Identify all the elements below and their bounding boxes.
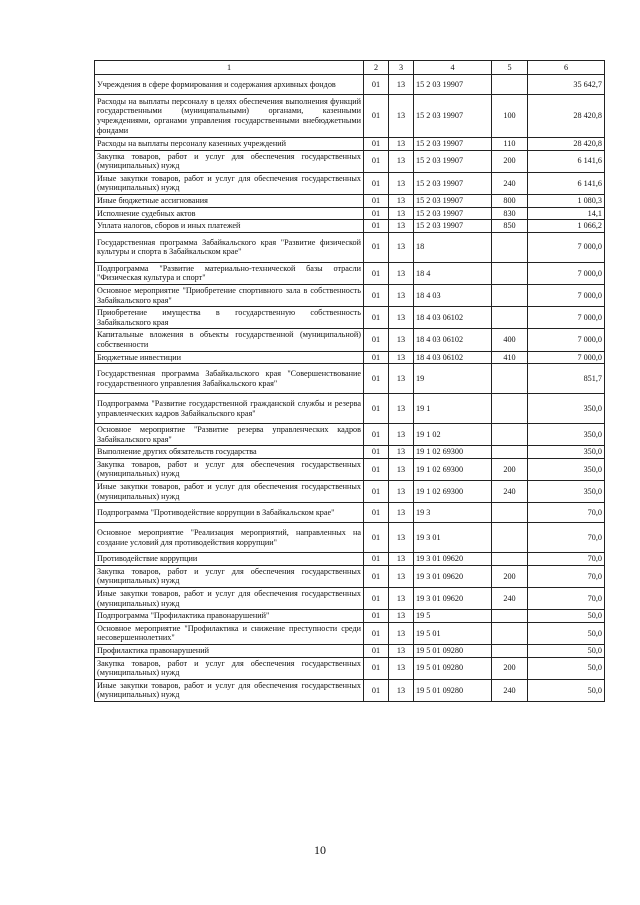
cell-amount: 14,1 (528, 207, 605, 220)
cell-expense-type: 240 (492, 481, 528, 503)
cell-name: Приобретение имущества в государственную собственность Забайкальского края (95, 307, 364, 329)
column-header: 6 (528, 61, 605, 75)
cell-target-article: 19 5 01 09280 (414, 679, 492, 701)
cell-name: Закупка товаров, работ и услуг для обеспечения государственных (муниципальных) нужд (95, 657, 364, 679)
cell-amount: 350,0 (528, 446, 605, 459)
cell-subsection: 13 (389, 262, 414, 284)
cell-name: Уплата налогов, сборов и иных платежей (95, 220, 364, 233)
cell-target-article: 15 2 03 19907 (414, 138, 492, 151)
cell-amount: 70,0 (528, 503, 605, 523)
cell-expense-type (492, 553, 528, 566)
cell-target-article: 19 3 (414, 503, 492, 523)
budget-table (94, 60, 605, 702)
cell-expense-type (492, 394, 528, 424)
cell-target-article: 15 2 03 19907 (414, 172, 492, 194)
table-row (95, 622, 605, 644)
cell-target-article: 19 3 01 (414, 523, 492, 553)
table-row (95, 657, 605, 679)
cell-expense-type: 240 (492, 588, 528, 610)
cell-subsection: 13 (389, 138, 414, 151)
cell-name: Основное мероприятие "Развитие резерва управленческих кадров Забайкальского края" (95, 424, 364, 446)
cell-section: 01 (364, 424, 389, 446)
cell-section: 01 (364, 657, 389, 679)
cell-name: Учреждения в сфере формирования и содержания архивных фондов (95, 75, 364, 95)
cell-amount: 70,0 (528, 553, 605, 566)
cell-expense-type: 240 (492, 679, 528, 701)
cell-amount: 350,0 (528, 481, 605, 503)
cell-subsection: 13 (389, 424, 414, 446)
cell-expense-type (492, 610, 528, 623)
cell-amount: 7 000,0 (528, 262, 605, 284)
cell-amount: 1 080,3 (528, 194, 605, 207)
cell-amount: 70,0 (528, 588, 605, 610)
cell-amount: 350,0 (528, 458, 605, 480)
cell-name: Исполнение судебных актов (95, 207, 364, 220)
cell-subsection: 13 (389, 364, 414, 394)
cell-section: 01 (364, 394, 389, 424)
cell-expense-type: 240 (492, 172, 528, 194)
table-row (95, 172, 605, 194)
cell-name: Закупка товаров, работ и услуг для обеспечения государственных (муниципальных) нужд (95, 565, 364, 587)
table-row (95, 553, 605, 566)
cell-section: 01 (364, 364, 389, 394)
cell-subsection: 13 (389, 446, 414, 459)
cell-section: 01 (364, 610, 389, 623)
cell-subsection: 13 (389, 307, 414, 329)
cell-target-article: 19 5 01 09280 (414, 645, 492, 658)
cell-target-article: 15 2 03 19907 (414, 207, 492, 220)
cell-amount: 50,0 (528, 657, 605, 679)
cell-name: Основное мероприятие "Профилактика и снижение преступности среди несовершеннолетних" (95, 622, 364, 644)
table-row (95, 138, 605, 151)
cell-subsection: 13 (389, 220, 414, 233)
cell-expense-type (492, 232, 528, 262)
cell-expense-type (492, 446, 528, 459)
cell-target-article: 15 2 03 19907 (414, 150, 492, 172)
table-row (95, 645, 605, 658)
cell-section: 01 (364, 307, 389, 329)
cell-section: 01 (364, 645, 389, 658)
cell-subsection: 13 (389, 588, 414, 610)
cell-amount: 28 420,8 (528, 95, 605, 138)
cell-subsection: 13 (389, 351, 414, 364)
table-row (95, 523, 605, 553)
cell-subsection: 13 (389, 207, 414, 220)
cell-amount: 7 000,0 (528, 284, 605, 306)
cell-target-article: 19 1 02 69300 (414, 446, 492, 459)
cell-name: Противодействие коррупции (95, 553, 364, 566)
table-row (95, 220, 605, 233)
table-row (95, 75, 605, 95)
cell-amount: 1 066,2 (528, 220, 605, 233)
table-row (95, 150, 605, 172)
table-row (95, 364, 605, 394)
cell-amount: 7 000,0 (528, 232, 605, 262)
table-row (95, 481, 605, 503)
cell-section: 01 (364, 553, 389, 566)
cell-amount: 70,0 (528, 565, 605, 587)
cell-name: Иные закупки товаров, работ и услуг для обеспечения государственных (муниципальных) нужд (95, 172, 364, 194)
table-row (95, 458, 605, 480)
cell-name: Закупка товаров, работ и услуг для обеспечения государственных (муниципальных) нужд (95, 150, 364, 172)
cell-target-article: 15 2 03 19907 (414, 75, 492, 95)
page-number: 10 (314, 843, 326, 857)
cell-amount: 7 000,0 (528, 307, 605, 329)
cell-subsection: 13 (389, 458, 414, 480)
cell-target-article: 19 (414, 364, 492, 394)
cell-section: 01 (364, 588, 389, 610)
cell-name: Расходы на выплаты персоналу казенных учреждений (95, 138, 364, 151)
cell-expense-type: 850 (492, 220, 528, 233)
cell-expense-type (492, 503, 528, 523)
table-row (95, 610, 605, 623)
cell-subsection: 13 (389, 679, 414, 701)
cell-target-article: 19 5 01 09280 (414, 657, 492, 679)
cell-expense-type (492, 622, 528, 644)
cell-name: Капитальные вложения в объекты государственной (муниципальной) собственности (95, 329, 364, 351)
cell-subsection: 13 (389, 232, 414, 262)
cell-target-article: 18 4 03 06102 (414, 329, 492, 351)
cell-expense-type: 100 (492, 95, 528, 138)
cell-amount: 6 141,6 (528, 172, 605, 194)
cell-name: Государственная программа Забайкальского края "Совершенствование государственного управления Забайкальского края" (95, 364, 364, 394)
cell-subsection: 13 (389, 523, 414, 553)
cell-expense-type (492, 284, 528, 306)
column-header: 2 (364, 61, 389, 75)
cell-amount: 350,0 (528, 394, 605, 424)
cell-subsection: 13 (389, 150, 414, 172)
cell-name: Подпрограмма "Развитие материально-технической базы отрасли "Физическая культура и спорт" (95, 262, 364, 284)
cell-expense-type: 200 (492, 657, 528, 679)
table-row (95, 679, 605, 701)
table-row (95, 565, 605, 587)
cell-section: 01 (364, 523, 389, 553)
cell-subsection: 13 (389, 394, 414, 424)
cell-target-article: 19 3 01 09620 (414, 588, 492, 610)
cell-amount: 70,0 (528, 523, 605, 553)
cell-target-article: 18 4 03 06102 (414, 351, 492, 364)
cell-target-article: 15 2 03 19907 (414, 95, 492, 138)
cell-name: Иные закупки товаров, работ и услуг для обеспечения государственных (муниципальных) нужд (95, 679, 364, 701)
cell-target-article: 19 1 02 (414, 424, 492, 446)
cell-section: 01 (364, 622, 389, 644)
cell-target-article: 18 4 03 06102 (414, 307, 492, 329)
table-row (95, 351, 605, 364)
table-row (95, 446, 605, 459)
cell-name: Расходы на выплаты персоналу в целях обеспечения выполнения функций государственными (муниципальными) органами, казенными учреждениями, органами управления государственными внебюджетными фондами (95, 95, 364, 138)
cell-subsection: 13 (389, 565, 414, 587)
cell-section: 01 (364, 481, 389, 503)
cell-subsection: 13 (389, 610, 414, 623)
cell-name: Государственная программа Забайкальского края "Развитие физической культуры и спорта в Забайкальском крае" (95, 232, 364, 262)
cell-amount: 50,0 (528, 622, 605, 644)
cell-expense-type: 400 (492, 329, 528, 351)
cell-target-article: 15 2 03 19907 (414, 220, 492, 233)
cell-section: 01 (364, 207, 389, 220)
cell-name: Иные закупки товаров, работ и услуг для обеспечения государственных (муниципальных) нужд (95, 588, 364, 610)
cell-expense-type: 110 (492, 138, 528, 151)
cell-expense-type: 200 (492, 458, 528, 480)
cell-expense-type (492, 364, 528, 394)
table-row (95, 394, 605, 424)
cell-expense-type (492, 262, 528, 284)
cell-expense-type (492, 424, 528, 446)
cell-section: 01 (364, 284, 389, 306)
table-header-row (95, 61, 605, 75)
cell-expense-type (492, 75, 528, 95)
cell-section: 01 (364, 503, 389, 523)
cell-amount: 851,7 (528, 364, 605, 394)
cell-name: Профилактика правонарушений (95, 645, 364, 658)
cell-subsection: 13 (389, 329, 414, 351)
cell-section: 01 (364, 194, 389, 207)
table-row (95, 232, 605, 262)
table-row (95, 503, 605, 523)
cell-name: Закупка товаров, работ и услуг для обеспечения государственных (муниципальных) нужд (95, 458, 364, 480)
cell-subsection: 13 (389, 481, 414, 503)
column-header: 3 (389, 61, 414, 75)
table-row (95, 95, 605, 138)
cell-amount: 28 420,8 (528, 138, 605, 151)
cell-target-article: 19 3 01 09620 (414, 565, 492, 587)
cell-amount: 350,0 (528, 424, 605, 446)
cell-subsection: 13 (389, 657, 414, 679)
cell-amount: 50,0 (528, 610, 605, 623)
cell-subsection: 13 (389, 95, 414, 138)
cell-name: Подпрограмма "Противодействие коррупции в Забайкальском крае" (95, 503, 364, 523)
cell-section: 01 (364, 329, 389, 351)
cell-target-article: 18 (414, 232, 492, 262)
cell-name: Основное мероприятие "Реализация мероприятий, направленных на создание условий для противодействия коррупции" (95, 523, 364, 553)
cell-subsection: 13 (389, 194, 414, 207)
column-header: 4 (414, 61, 492, 75)
table-row (95, 588, 605, 610)
cell-section: 01 (364, 75, 389, 95)
table-row (95, 307, 605, 329)
cell-amount: 50,0 (528, 645, 605, 658)
cell-section: 01 (364, 220, 389, 233)
cell-expense-type (492, 523, 528, 553)
cell-expense-type: 200 (492, 150, 528, 172)
cell-subsection: 13 (389, 645, 414, 658)
cell-name: Основное мероприятие "Приобретение спортивного зала в собственность Забайкальского края" (95, 284, 364, 306)
table-row (95, 207, 605, 220)
cell-section: 01 (364, 351, 389, 364)
cell-subsection: 13 (389, 172, 414, 194)
cell-target-article: 19 1 02 69300 (414, 458, 492, 480)
cell-name: Подпрограмма "Профилактика правонарушений" (95, 610, 364, 623)
cell-name: Выполнение других обязательств государства (95, 446, 364, 459)
cell-subsection: 13 (389, 284, 414, 306)
cell-section: 01 (364, 95, 389, 138)
cell-expense-type: 410 (492, 351, 528, 364)
cell-section: 01 (364, 458, 389, 480)
cell-expense-type: 830 (492, 207, 528, 220)
cell-expense-type: 200 (492, 565, 528, 587)
cell-expense-type (492, 645, 528, 658)
cell-expense-type: 800 (492, 194, 528, 207)
cell-expense-type (492, 307, 528, 329)
table-row (95, 424, 605, 446)
cell-amount: 35 642,7 (528, 75, 605, 95)
cell-target-article: 19 5 01 (414, 622, 492, 644)
cell-name: Подпрограмма "Развитие государственной гражданской службы и резерва управленческих кадров Забайкальского края" (95, 394, 364, 424)
table-row (95, 284, 605, 306)
cell-section: 01 (364, 150, 389, 172)
cell-target-article: 19 1 (414, 394, 492, 424)
table-row (95, 329, 605, 351)
cell-amount: 6 141,6 (528, 150, 605, 172)
cell-name: Иные закупки товаров, работ и услуг для обеспечения государственных (муниципальных) нужд (95, 481, 364, 503)
cell-section: 01 (364, 138, 389, 151)
cell-section: 01 (364, 679, 389, 701)
cell-name: Иные бюджетные ассигнования (95, 194, 364, 207)
cell-section: 01 (364, 565, 389, 587)
cell-amount: 7 000,0 (528, 329, 605, 351)
cell-target-article: 18 4 03 (414, 284, 492, 306)
table-row (95, 194, 605, 207)
cell-subsection: 13 (389, 75, 414, 95)
column-header: 1 (95, 61, 364, 75)
cell-target-article: 18 4 (414, 262, 492, 284)
cell-section: 01 (364, 232, 389, 262)
cell-target-article: 15 2 03 19907 (414, 194, 492, 207)
cell-amount: 7 000,0 (528, 351, 605, 364)
cell-section: 01 (364, 172, 389, 194)
cell-amount: 50,0 (528, 679, 605, 701)
cell-subsection: 13 (389, 622, 414, 644)
cell-subsection: 13 (389, 503, 414, 523)
cell-target-article: 19 5 (414, 610, 492, 623)
cell-name: Бюджетные инвестиции (95, 351, 364, 364)
cell-section: 01 (364, 262, 389, 284)
cell-subsection: 13 (389, 553, 414, 566)
cell-target-article: 19 3 01 09620 (414, 553, 492, 566)
cell-target-article: 19 1 02 69300 (414, 481, 492, 503)
cell-section: 01 (364, 446, 389, 459)
column-header: 5 (492, 61, 528, 75)
table-row (95, 262, 605, 284)
